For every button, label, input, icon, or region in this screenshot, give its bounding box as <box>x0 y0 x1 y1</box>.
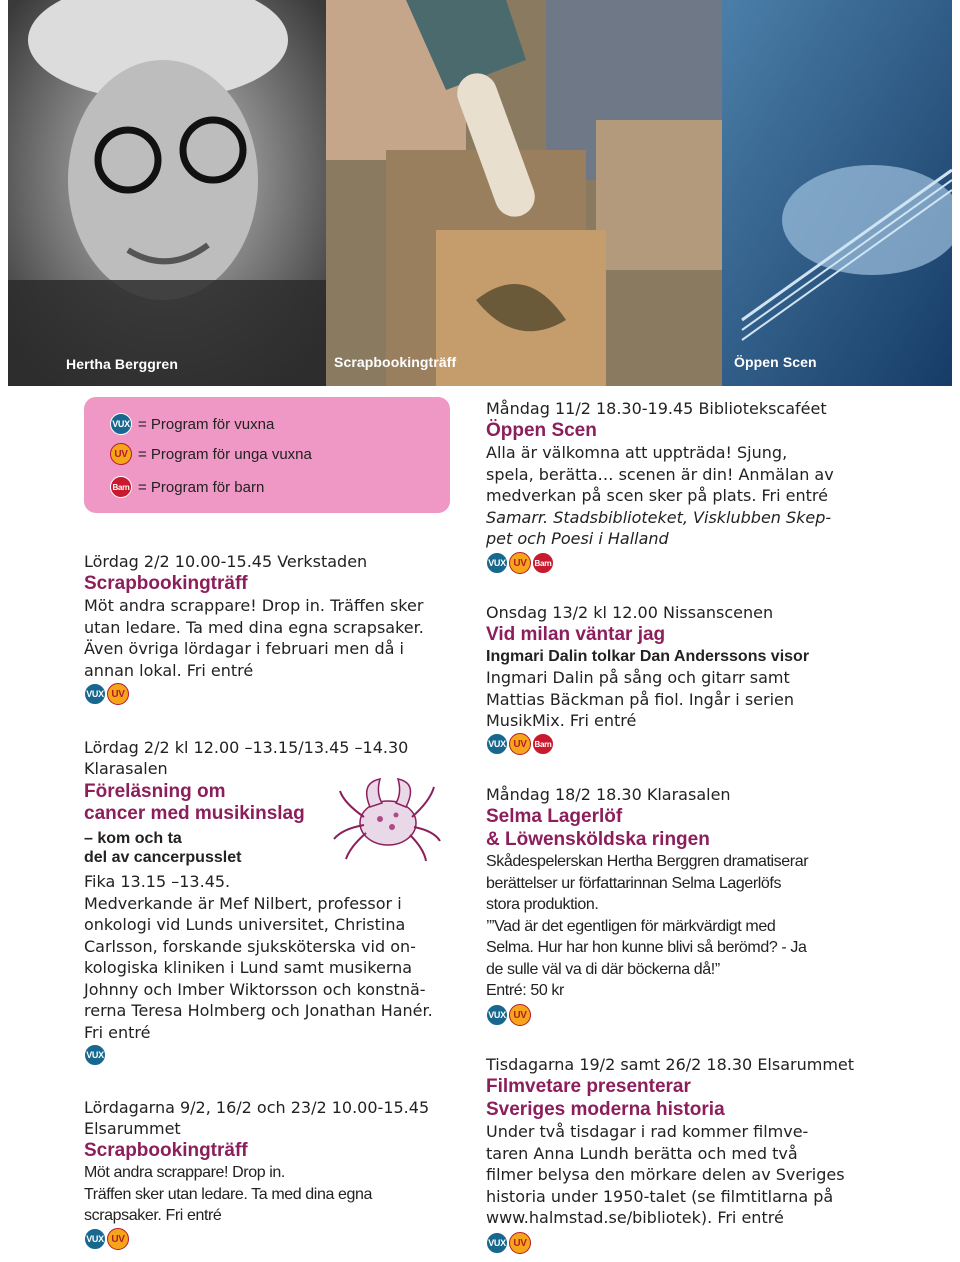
legend-text: = Program för vuxna <box>138 415 275 433</box>
event-body-line: taren Anna Lundh berätta och med två <box>486 1143 798 1163</box>
event-date: Lördag 2/2 10.00-15.45 Verkstaden <box>84 552 368 571</box>
event-title: Scrapbookingträff <box>84 1140 248 1161</box>
barn-badge: Barn <box>532 552 554 574</box>
event-badges <box>486 1232 531 1254</box>
event-body-line: Träffen sker utan ledare. Ta med dina egna <box>84 1185 372 1203</box>
event-body-line: Även övriga lördagar i februari men då i <box>84 639 404 658</box>
event-date: Onsdag 13/2 kl 12.00 Nissanscenen <box>486 603 774 622</box>
event-body-line: onkologi vid Lunds universitet, Christina <box>84 915 406 934</box>
event-title: Filmvetare presenterar <box>486 1076 691 1097</box>
event-vid-milan <box>486 602 866 732</box>
legend-row <box>110 476 264 498</box>
legend-row <box>110 413 274 435</box>
event-location: Klarasalen <box>84 759 168 778</box>
photo-caption: Hertha Berggren <box>66 356 178 372</box>
vux-badge: VUX <box>84 1044 106 1066</box>
event-body-line: Alla är välkomna att uppträda! Sjung, <box>486 443 788 462</box>
event-date: Lördagarna 9/2, 16/2 och 23/2 10.00-15.45 <box>84 1098 430 1117</box>
event-subtitle: del av cancerpusslet <box>84 849 242 866</box>
event-selma-lagerlof <box>486 784 866 1002</box>
event-title: Vid milan väntar jag <box>486 624 666 645</box>
event-title: cancer med musikinslag <box>84 803 305 824</box>
photo-scrapbooking <box>326 0 722 386</box>
uv-badge: UV <box>107 683 129 705</box>
uv-badge: UV <box>509 552 531 574</box>
event-body-line: www.halmstad.se/bibliotek). Fri entré <box>486 1208 784 1227</box>
event-badges <box>486 1004 531 1026</box>
event-badges <box>486 733 554 755</box>
event-body-line: historia under 1950-talet (se filmtitlarna på <box>486 1186 834 1206</box>
portrait-image <box>8 0 326 386</box>
event-body-line: filmer belysa den mörkare delen av Sveriges <box>486 1165 845 1184</box>
event-body-line: Möt andra scrappare! Drop in. Träffen sker <box>84 596 424 615</box>
event-price: Entré: 50 kr <box>486 982 564 999</box>
event-badges <box>84 1044 106 1066</box>
event-location: Elsarummet <box>84 1119 181 1138</box>
event-body-line: annan lokal. Fri entré <box>84 660 254 680</box>
uv-badge: UV <box>509 1232 531 1254</box>
event-body-line: rerna Teresa Holmberg och Jonathan Hanér. <box>84 1001 433 1020</box>
event-body-line: spela, berätta… scenen är din! Anmälan av <box>486 464 834 484</box>
vux-badge: VUX <box>486 733 508 755</box>
vux-badge: VUX <box>486 1004 508 1026</box>
event-body-line: Under två tisdagar i rad kommer filmve- <box>486 1122 809 1141</box>
legend-row <box>110 443 312 465</box>
event-badges <box>486 552 554 574</box>
event-body-line: Medverkande är Mef Nilbert, professor i <box>84 893 402 913</box>
event-body-line: medverkan på scen sker på plats. Fri entré <box>486 486 828 505</box>
event-body-line: de sulle väl va di där böckerna då!” <box>486 960 720 978</box>
event-title: & Löwensköldska ringen <box>486 829 710 850</box>
vux-badge: VUX <box>486 1232 508 1254</box>
event-body-line: Carlsson, forskande sjuksköterska vid on- <box>84 936 416 956</box>
event-scrapbooking-saturdays <box>84 1097 454 1227</box>
event-title: Sveriges moderna historia <box>486 1099 725 1120</box>
event-body-line: pet och Poesi i Halland <box>486 529 669 548</box>
event-badges <box>84 1228 129 1250</box>
legend-text: = Program för unga vuxna <box>138 445 312 463</box>
legend-text: = Program för barn <box>138 478 265 496</box>
event-body-line: Johnny och Imber Wiktorsson och konstnä- <box>84 979 426 999</box>
vux-badge: VUX <box>84 1228 106 1250</box>
event-badges <box>84 683 129 705</box>
vux-badge: VUX <box>110 413 132 435</box>
event-body-line: ’”Vad är det egentligen för märkvärdigt med <box>486 917 776 935</box>
event-fika: Fika 13.15 –13.45. <box>84 872 231 891</box>
event-body-line: Skådespelerskan Hertha Berggren dramatiserar <box>486 853 809 870</box>
event-filmvetare <box>486 1054 866 1229</box>
event-subtitle: Ingmari Dalin tolkar Dan Anderssons visor <box>486 648 810 665</box>
event-body-line: Fri entré <box>84 1022 151 1042</box>
uv-badge: UV <box>509 1004 531 1026</box>
uv-badge: UV <box>107 1228 129 1250</box>
event-body-line: berättelser ur författarinnan Selma Lagerlöfs <box>486 874 782 892</box>
barn-badge: Barn <box>532 733 554 755</box>
event-body-line: Samarr. Stadsbiblioteket, Visklubben Skep- <box>486 507 832 527</box>
photo-hertha-berggren <box>8 0 326 386</box>
event-body-line: MusikMix. Fri entré <box>486 711 637 730</box>
uv-badge: UV <box>110 443 132 465</box>
event-date: Tisdagarna 19/2 samt 26/2 18.30 Elsarummet <box>486 1055 855 1074</box>
event-subtitle: – kom och ta <box>84 830 182 847</box>
event-body-line: Selma. Hur har hon kunne blivi så berömd? - Ja <box>486 939 807 956</box>
event-title: Selma Lagerlöf <box>486 806 623 827</box>
event-title: Föreläsning om <box>84 781 226 802</box>
program-legend <box>84 397 450 513</box>
photo-oppen-scen <box>722 0 952 386</box>
photo-caption: Scrapbookingträff <box>334 354 457 370</box>
event-body-line: utan ledare. Ta med dina egna scrapsaker. <box>84 617 424 637</box>
event-body-line: Mattias Bäckman på fiol. Ingår i serien <box>486 689 795 709</box>
barn-badge: Barn <box>110 476 132 498</box>
event-date: Måndag 18/2 18.30 Klarasalen <box>486 785 731 804</box>
event-body-line: Möt andra scrappare! Drop in. <box>84 1164 285 1181</box>
vux-badge: VUX <box>84 683 106 705</box>
event-title: Scrapbookingträff <box>84 573 248 594</box>
guitar-image <box>722 0 952 386</box>
event-oppen-scen <box>486 398 866 550</box>
crab-illustration <box>330 773 442 865</box>
event-title: Öppen Scen <box>486 420 597 441</box>
event-body-line: Ingmari Dalin på sång och gitarr samt <box>486 668 790 687</box>
event-body-line: stora produktion. <box>486 896 599 913</box>
event-date: Lördag 2/2 kl 12.00 –13.15/13.45 –14.30 <box>84 738 409 757</box>
photo-caption: Öppen Scen <box>734 354 817 370</box>
event-body-line: kologiska kliniken i Lund samt musikerna <box>84 958 413 977</box>
vux-badge: VUX <box>486 552 508 574</box>
event-body-line: scrapsaker. Fri entré <box>84 1207 222 1224</box>
uv-badge: UV <box>509 733 531 755</box>
event-scrapbooking-2-2 <box>84 551 454 681</box>
event-date: Måndag 11/2 18.30-19.45 Bibliotekscaféet <box>486 399 827 418</box>
scrapbooking-image <box>326 0 722 386</box>
